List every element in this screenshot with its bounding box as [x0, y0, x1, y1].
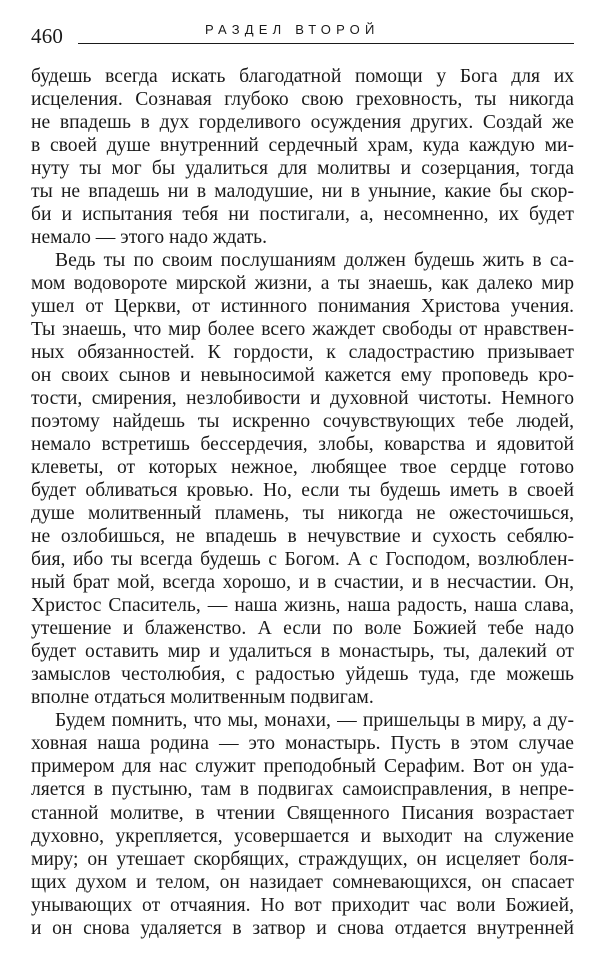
text-line: ты не впадешь ни в малодушие, ни в уныние, какие бы скор-: [31, 181, 574, 203]
header-rule: [78, 43, 574, 44]
text-line: ных обязанностей. К гордости, к сладострастию призывает: [31, 342, 574, 364]
text-line: нуту ты мог бы удалиться для молитвы и созерцания, тогда: [31, 158, 574, 180]
text-line: душе молитвенный пламень, ты никогда не ожесточишься,: [31, 503, 574, 525]
text-line: замыслов честолюбия, с радостью уйдешь туда, где можешь: [31, 664, 574, 686]
text-line: мом водовороте мирской жизни, а ты знаешь, как далеко мир: [31, 273, 574, 295]
text-line: миру; он утешает скорбящих, страждущих, он исцеляет боля-: [31, 848, 574, 870]
text-line: будет обливаться кровью. Но, если ты будешь иметь в своей: [31, 480, 574, 502]
text-line: Христос Спаситель, — наша жизнь, наша радость, наша слава,: [31, 595, 574, 617]
text-line: немало встретишь бессердечия, злобы, коварства и ядовитой: [31, 434, 574, 456]
text-line: утешение и блаженство. А если по воле Божией тебе надо: [31, 618, 574, 640]
text-line: ляется в пустыню, там в подвигах самоисправления, в непре-: [31, 779, 574, 801]
text-line: станной молитве, в чтении Священного Писания возрастает: [31, 802, 574, 824]
page-number: 460: [31, 24, 64, 48]
text-line: немало — этого надо ждать.: [31, 227, 267, 249]
text-line: поэтому найдешь ты искренно сочувствующих тебе людей,: [31, 411, 574, 433]
text-line: бия, ибо ты всегда будешь с Богом. А с Господом, возлюблен-: [31, 549, 574, 571]
text-line: духовно, укрепляется, усовершается и выходит на служение: [31, 825, 574, 847]
text-line: и он снова удаляется в затвор и снова отдается внутренней: [31, 917, 574, 939]
text-line: Ведь ты по своим послушаниям должен будешь жить в са-: [55, 250, 574, 272]
text-line: не озлобишься, не впадешь в нечувствие и сухость себялю-: [31, 526, 574, 548]
text-line: он своих сынов и невыносимой кажется ему проповедь кро-: [31, 365, 574, 387]
text-line: не впадешь в дух горделивого осуждения других. Создай же: [31, 112, 574, 134]
text-line: клеветы, от которых нежное, любящее твое сердце готово: [31, 457, 574, 479]
text-line: унывающих от отчаяния. Но вот приходит час воли Божией,: [31, 894, 574, 916]
text-line: в своей душе внутренний сердечный храм, куда каждую ми-: [31, 135, 574, 157]
section-title: РАЗДЕЛ ВТОРОЙ: [201, 22, 384, 38]
text-line: щих духом и телом, он назидает сомневающихся, он спасает: [31, 871, 574, 893]
text-line: будет оставить мир и удалиться в монастырь, ты, далекий от: [31, 641, 574, 663]
text-line: ушел от Церкви, от истинного понимания Христова учения.: [31, 296, 574, 318]
text-line: исцеления. Сознавая глубоко свою греховность, ты никогда: [31, 89, 574, 111]
text-line: ховная наша родина — это монастырь. Пусть в этом случае: [31, 733, 574, 755]
book-page: [31, 0, 574, 963]
text-line: тости, смирения, незлобивости и духовной чистоты. Немного: [31, 388, 574, 410]
text-line: Ты знаешь, что мир более всего жаждет свободы от нравствен-: [31, 319, 574, 341]
text-line: примером для нас служит преподобный Серафим. Вот он уда-: [31, 756, 574, 778]
text-line: вполне отдаться молитвенным подвигам.: [31, 687, 374, 709]
body-text: [31, 65, 574, 940]
text-line: Будем помнить, что мы, монахи, — пришельцы в миру, а ду-: [55, 710, 574, 732]
running-head: [31, 20, 574, 50]
text-line: будешь всегда искать благодатной помощи у Бога для их: [31, 66, 574, 87]
text-line: ный брат мой, всегда хорошо, и в счастии, и в несчастии. Он,: [31, 572, 574, 594]
text-line: би и испытания тебя ни постигали, а, несомненно, их будет: [31, 204, 574, 226]
